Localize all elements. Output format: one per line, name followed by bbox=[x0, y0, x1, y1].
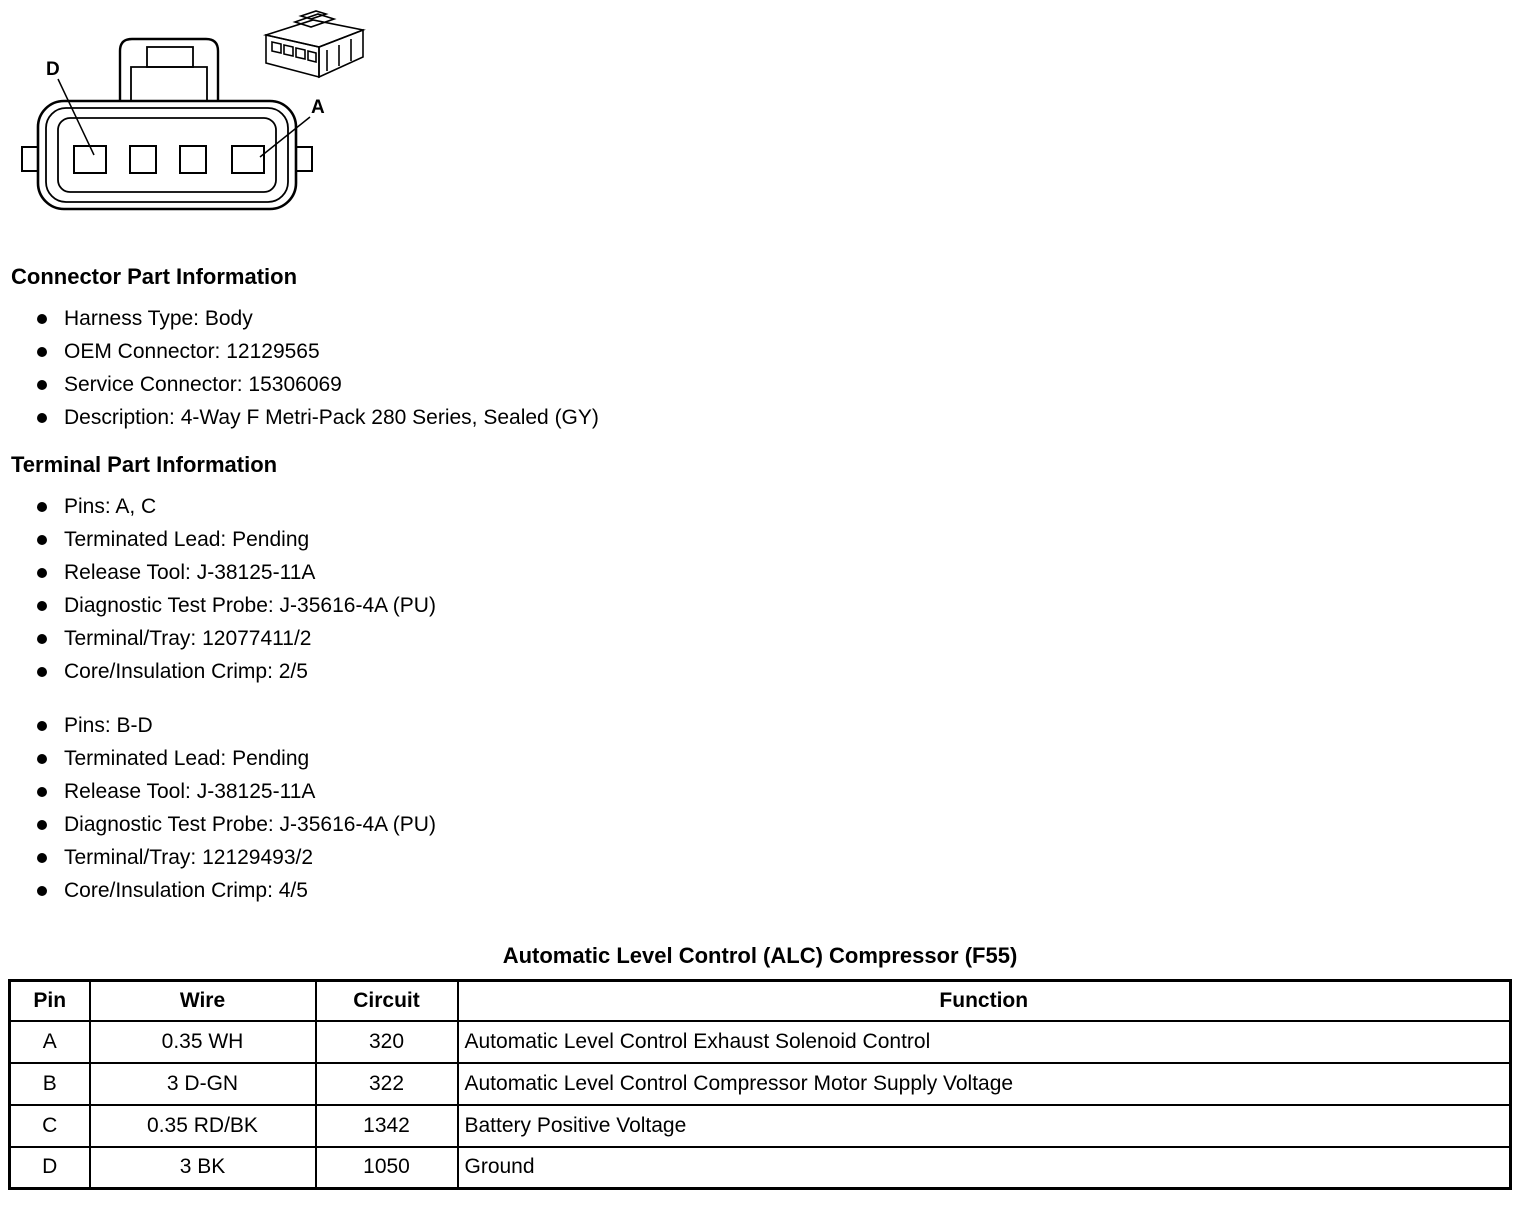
list-item: Core/Insulation Crimp: 2/5 bbox=[64, 655, 1520, 688]
cell-function: Battery Positive Voltage bbox=[458, 1105, 1511, 1147]
connector-section-title: Connector Part Information bbox=[11, 264, 298, 289]
table-header-row bbox=[10, 981, 1511, 1021]
connector-info-list bbox=[0, 302, 1520, 434]
cell-pin: A bbox=[10, 1021, 90, 1063]
column-header-circuit: Circuit bbox=[316, 981, 458, 1021]
cell-circuit: 1050 bbox=[316, 1147, 458, 1189]
connector-diagram-svg bbox=[8, 5, 408, 240]
connector-body bbox=[22, 101, 312, 209]
cell-function: Automatic Level Control Compressor Motor Supply Voltage bbox=[458, 1063, 1511, 1105]
cell-wire: 3 BK bbox=[90, 1147, 316, 1189]
cell-pin: B bbox=[10, 1063, 90, 1105]
list-item: OEM Connector: 12129565 bbox=[64, 335, 1520, 368]
connector-lock-tab bbox=[120, 39, 218, 101]
terminal-info-list-bd bbox=[0, 709, 1520, 907]
column-header-wire: Wire bbox=[90, 981, 316, 1021]
cell-pin: C bbox=[10, 1105, 90, 1147]
cell-circuit: 320 bbox=[316, 1021, 458, 1063]
pin-cavity-1 bbox=[74, 146, 106, 173]
pin-cavity-4 bbox=[232, 146, 264, 173]
pin-d-label: D bbox=[46, 59, 60, 80]
list-item: Terminated Lead: Pending bbox=[64, 523, 1520, 556]
connector-iso-view bbox=[266, 11, 363, 77]
list-item: Terminal/Tray: 12077411/2 bbox=[64, 622, 1520, 655]
pinout-table-title: Automatic Level Control (ALC) Compressor (F55) bbox=[502, 943, 1018, 968]
cell-circuit: 322 bbox=[316, 1063, 458, 1105]
pinout-table bbox=[8, 979, 1512, 1190]
pin-a-label: A bbox=[311, 97, 325, 118]
list-item: Release Tool: J-38125-11A bbox=[64, 556, 1520, 589]
column-header-pin: Pin bbox=[10, 981, 90, 1021]
column-header-function: Function bbox=[458, 981, 1511, 1021]
table-row bbox=[10, 1021, 1511, 1063]
list-item: Terminated Lead: Pending bbox=[64, 742, 1520, 775]
cell-function: Automatic Level Control Exhaust Solenoid Control bbox=[458, 1021, 1511, 1063]
cell-wire: 3 D-GN bbox=[90, 1063, 316, 1105]
cell-pin: D bbox=[10, 1147, 90, 1189]
list-item: Harness Type: Body bbox=[64, 302, 1520, 335]
list-item: Pins: B-D bbox=[64, 709, 1520, 742]
list-item: Release Tool: J-38125-11A bbox=[64, 775, 1520, 808]
table-row bbox=[10, 1147, 1511, 1189]
list-item: Terminal/Tray: 12129493/2 bbox=[64, 841, 1520, 874]
list-item: Pins: A, C bbox=[64, 490, 1520, 523]
terminal-section-title: Terminal Part Information bbox=[11, 452, 278, 477]
cell-function: Ground bbox=[458, 1147, 1511, 1189]
list-item: Service Connector: 15306069 bbox=[64, 368, 1520, 401]
table-row bbox=[10, 1105, 1511, 1147]
pin-cavity-3 bbox=[180, 146, 206, 173]
cell-wire: 0.35 RD/BK bbox=[90, 1105, 316, 1147]
table-row bbox=[10, 1063, 1511, 1105]
cell-wire: 0.35 WH bbox=[90, 1021, 316, 1063]
connector-diagram bbox=[8, 5, 408, 240]
terminal-info-list-ac bbox=[0, 490, 1520, 688]
pin-cavity-2 bbox=[130, 146, 156, 173]
cell-circuit: 1342 bbox=[316, 1105, 458, 1147]
list-item: Description: 4-Way F Metri-Pack 280 Series, Sealed (GY) bbox=[64, 401, 1520, 434]
list-item: Diagnostic Test Probe: J-35616-4A (PU) bbox=[64, 808, 1520, 841]
list-item: Core/Insulation Crimp: 4/5 bbox=[64, 874, 1520, 907]
list-item: Diagnostic Test Probe: J-35616-4A (PU) bbox=[64, 589, 1520, 622]
